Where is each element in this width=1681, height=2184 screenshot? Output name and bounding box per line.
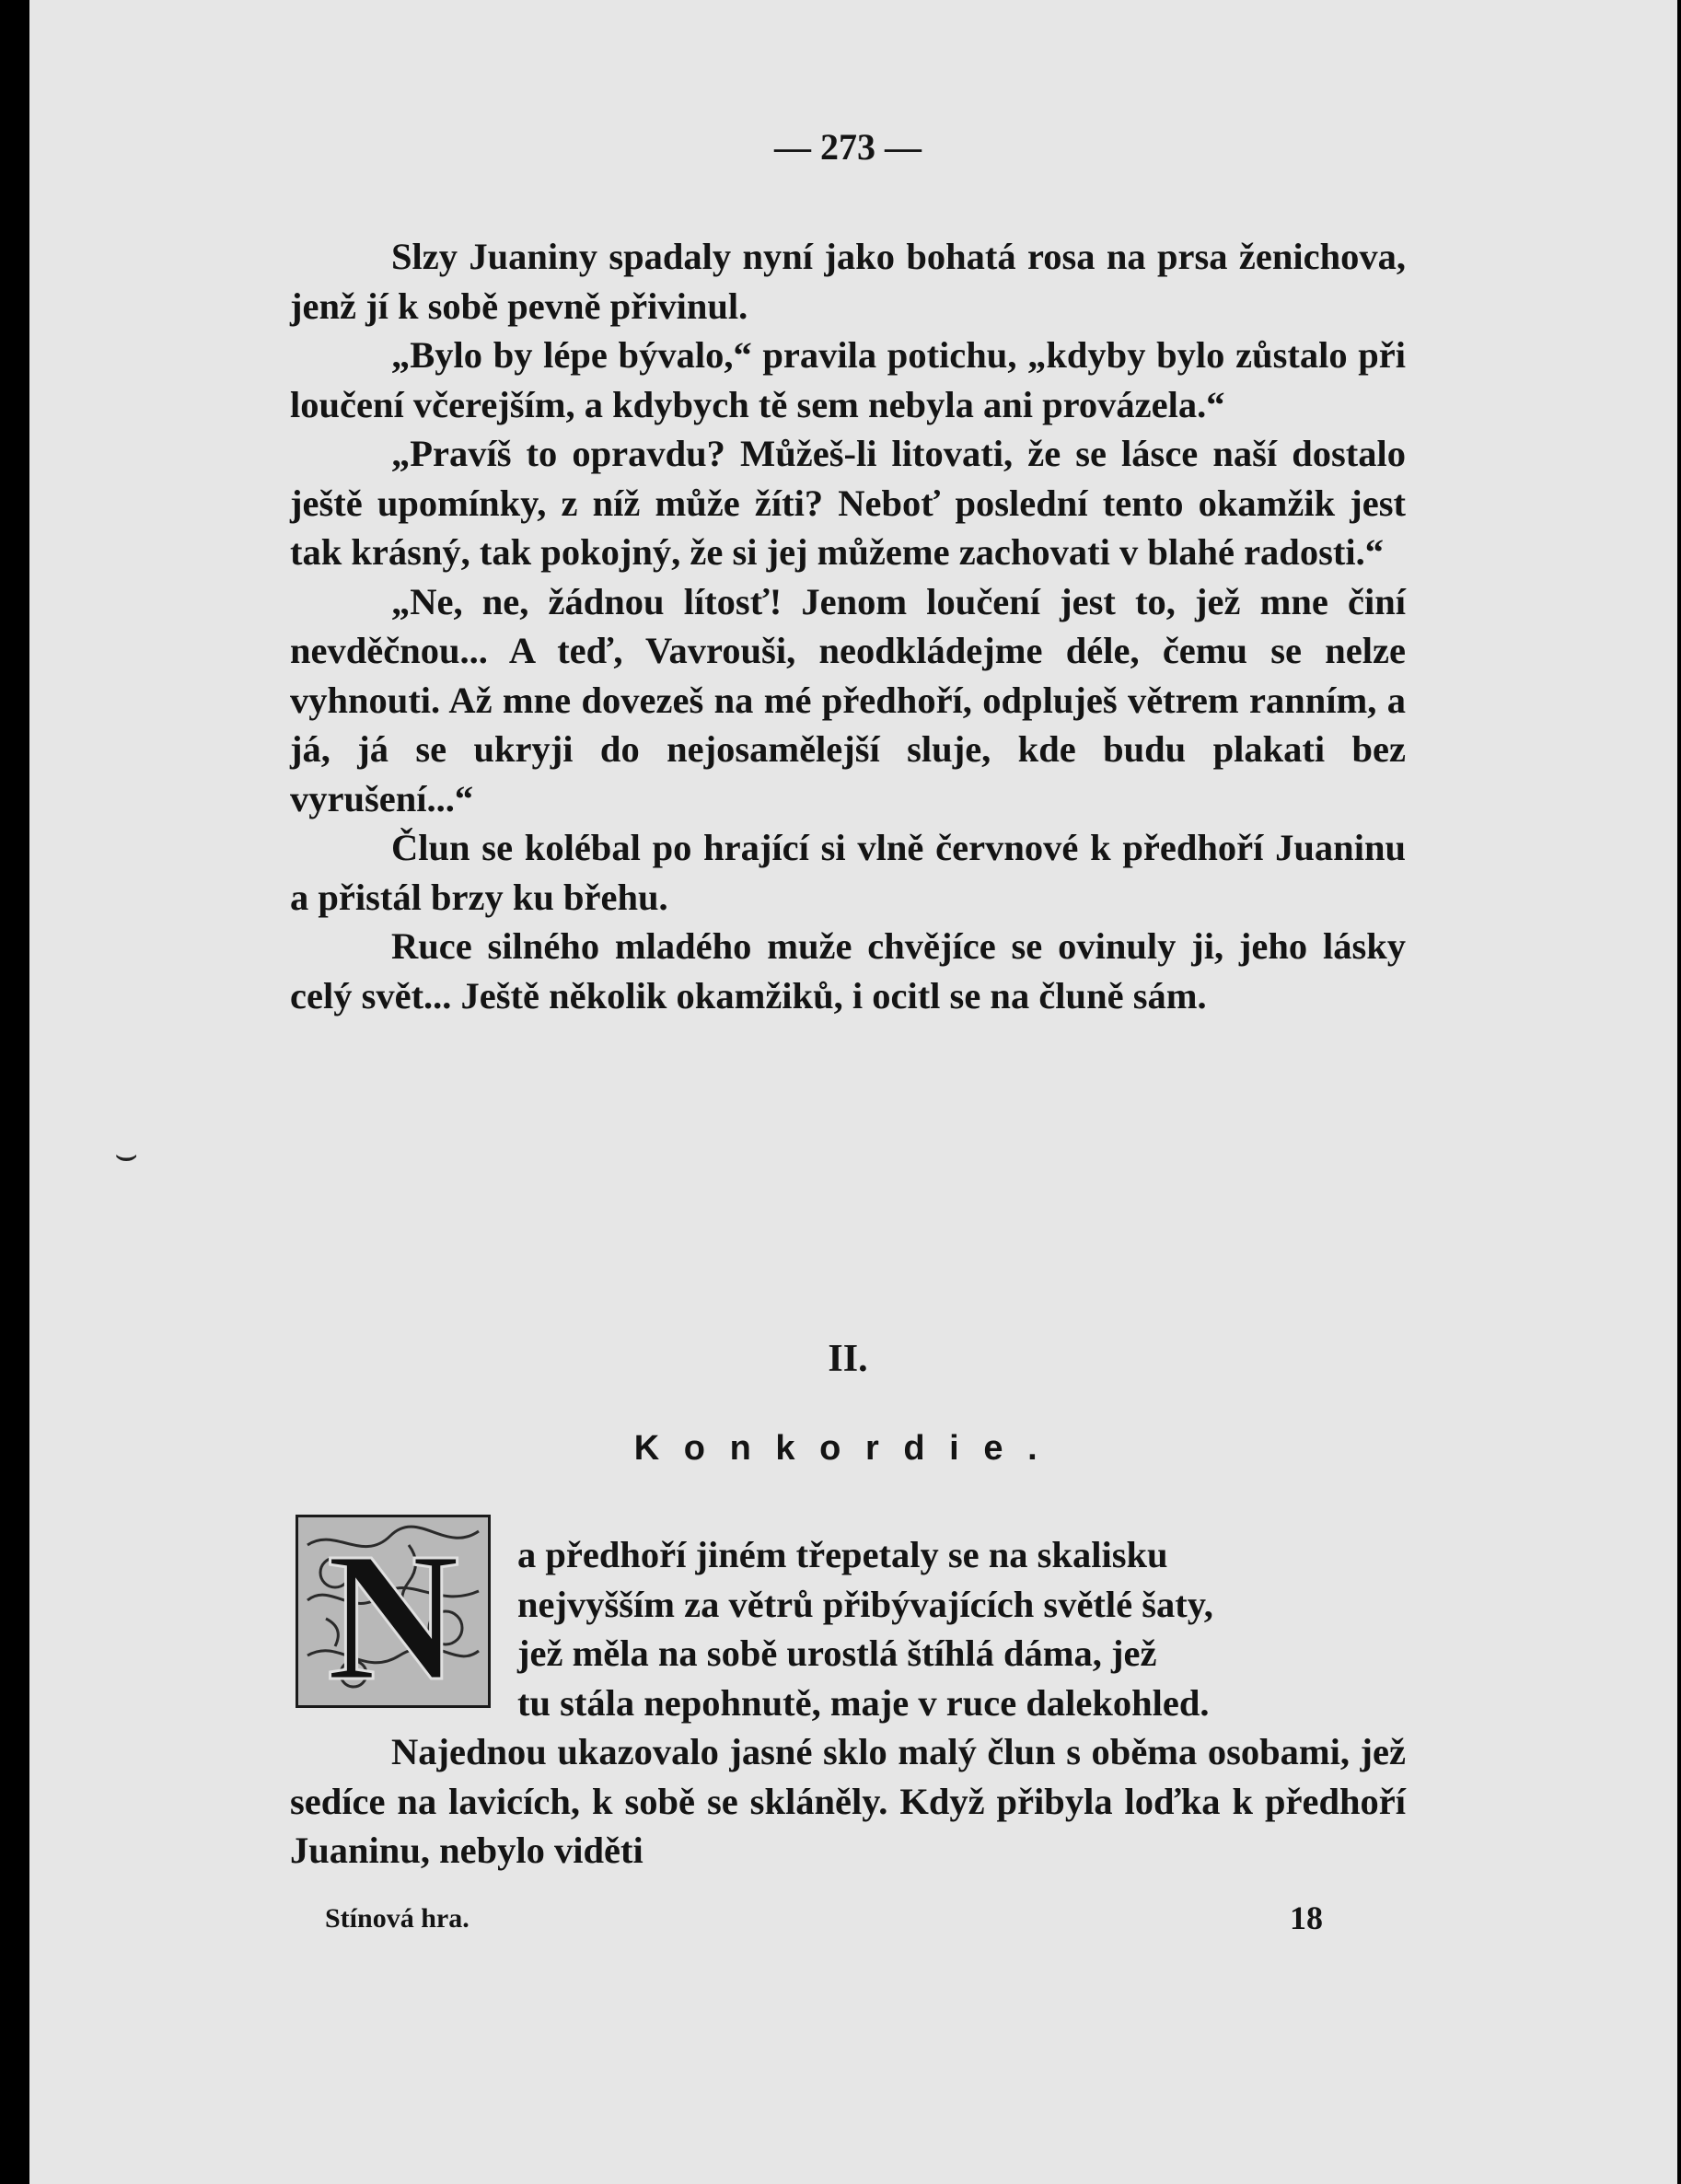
paragraph: Člun se kolébal po hrající si vlně červnové k předhoří Juaninu a přistál brzy ku břehu.: [290, 827, 1406, 918]
paragraph: Slzy Juaniny spadaly nyní jako bohatá rosa na prsa ženichova, jenž jí k sobě pevně přivinul.: [290, 236, 1406, 327]
paragraph: „Pravíš to opravdu? Můžeš-li litovati, že se lásce naší dostalo ještě upomínky, z níž může žíti? Neboť poslední tento okamžik jest tak krásný, tak pokojný, že si jej můžeme zachovati v blahé radosti.“: [290, 433, 1406, 573]
pencil-mark-icon: ⌣: [114, 1134, 139, 1175]
paragraph: Najednou ukazovalo jasné sklo malý člun s oběma osobami, jež sedíce na lavicích, k sobě se skláněly. Když přibyla loďka k předhoří Juaninu, nebylo viděti: [290, 1731, 1406, 1871]
initial-letter: N: [326, 1517, 460, 1705]
chapter-title: Konkordie.: [633, 1429, 1062, 1468]
book-page: [29, 0, 1677, 2184]
paragraph: „Ne, ne, žádnou lítosť! Jenom loučení jest to, jež mne činí nevděčnou... A teď, Vavrouši, neodkládejme déle, čemu se nelze vyhnouti. Až mne dovezeš na mé předhoří, odpluješ větrem ranním, a já, já se ukryji do nejosamělejší sluje, kde budu plakati bez vyrušení...“: [290, 580, 1406, 819]
text-block-bottom: [290, 1530, 1406, 1876]
footer-signature-number: 18: [1290, 1899, 1323, 1936]
footer-book-title: Stínová hra.: [325, 1903, 470, 1934]
text-block-top: [290, 232, 1406, 1020]
page-content: [290, 0, 1406, 2184]
first-paragraph-line: jež měla na sobě urostlá štíhlá dáma, jež: [517, 1632, 1157, 1674]
section-numeral: II.: [828, 1338, 868, 1380]
first-paragraph-line: a předhoří jiném třepetaly se na skalisku: [517, 1534, 1168, 1575]
paragraph: „Bylo by lépe bývalo,“ pravila potichu, „kdyby bylo zůstalo při loučení včerejším, a kdybych tě sem nebyla ani provázela.“: [290, 334, 1406, 425]
first-paragraph-line: nejvyšším za větrů přibývajících světlé šaty,: [517, 1583, 1213, 1625]
page-number: — 273 —: [774, 126, 922, 168]
scan-border: [13, 0, 1681, 2184]
paragraph: Ruce silného mladého muže chvějíce se ovinuly ji, jeho lásky celý svět... Ještě několik okamžiků, i ocitl se na čluně sám.: [290, 925, 1406, 1016]
first-paragraph-line: tu stála nepohnutě, maje v ruce dalekohled.: [517, 1681, 1210, 1724]
